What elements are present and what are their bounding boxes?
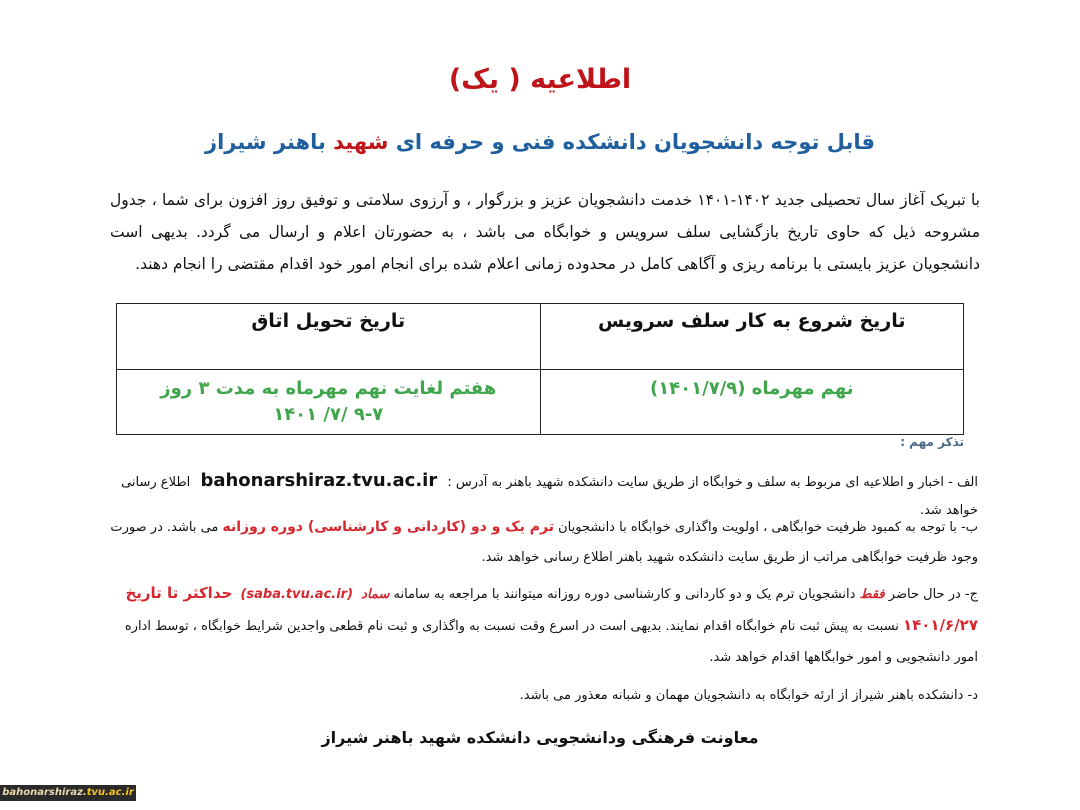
footer-site-badge[interactable] (0, 785, 136, 801)
signature: معاونت فرهنگی ودانشجویی دانشکده شهید باهنر شیراز (321, 728, 759, 747)
table-header-cell (540, 304, 964, 370)
announcement-title: اطلاعیه ( یک) (448, 64, 632, 95)
room-delivery-dates: ۹-۷ /۷/ ۱۴۰۱ (273, 404, 384, 425)
subtitle-highlight: شهید (333, 130, 389, 154)
note-jim-samad: سماد (361, 587, 390, 602)
schedule-table (116, 303, 964, 435)
footer-site-name: bahonarshiraz. (2, 787, 87, 798)
note-jim-text-2: دانشجویان ترم یک و دو کاردانی و کارشناسی دوره روزانه میتوانند با مراجعه به سامانه (393, 587, 856, 602)
table-header-cell (117, 304, 541, 370)
subtitle-text: قابل توجه دانشجویان دانشکده فنی و حرفه ای (395, 130, 875, 154)
header-room-delivery: تاریخ تحویل اتاق (251, 310, 406, 332)
note-dal: د- دانشکده باهنر شیراز از ارئه خوابگاه به دانشجویان مهمان و شبانه معذور می باشد. (519, 688, 978, 703)
note-be-end: می باشد. در صورت وجود ظرفیت خوابگاهی مراتب از طریق سایت دانشکده شهید باهنر اطلاع رسانی خواهد شد. (110, 520, 978, 565)
self-service-date: نهم مهرماه (۱۴۰۱/۷/۹) (649, 378, 854, 399)
note-alef-text: الف - اخبار و اطلاعیه ای مربوط به سلف و خوابگاه از طریق سایت دانشکده شهید باهنر به آدرس : (447, 475, 978, 490)
note-be-text: ب- با توجه به کمبود ظرفیت خوابگاهی ، اولویت واگذاری خوابگاه با دانشجویان (558, 520, 978, 535)
table-row (117, 370, 964, 435)
note-jim-only: فقط (859, 587, 885, 602)
intro-paragraph: با تبریک آغاز سال تحصیلی جدید ۱۴۰۲-۱۴۰۱ خدمت دانشجویان عزیز و بزرگوار ، و آرزوی سلامتی و توفیق روز افزون برای شما ، جدول مشروحه ذیل که حاوی تاریخ بازگشایی سلف سرویس و خوابگاه می باشد ، به حضورتان اعلام و ارسال می گردد. بدیهی است دانشجویان عزیز بایستی با برنامه ریزی و آگاهی کامل در محدوده زمانی اعلام شده برای انجام امور خود اقدام مقتضی را انجام دهند. (110, 191, 980, 273)
table-header-row (117, 304, 964, 370)
room-delivery-range: هفتم لغایت نهم مهرماه به مدت ۳ روز (160, 378, 497, 399)
announcement-subtitle (0, 130, 1080, 154)
footer-site-domain: tvu.ac.ir (86, 787, 134, 798)
note-jim-text: ج- در حال حاضر (888, 587, 978, 602)
table-cell (117, 370, 541, 435)
note-be-highlight: ترم یک و دو (کاردانی و کارشناسی) دوره روزانه (222, 519, 554, 535)
note-jim-deadline: حداکثر تا تاریخ ۱۴۰۱/۶/۲۷ (125, 584, 978, 634)
note-jim (98, 578, 978, 673)
important-note-heading: تذکر مهم : (900, 435, 964, 449)
note-alef-end: اطلاع رسانی خواهد شد. (121, 475, 978, 518)
table-cell (540, 370, 964, 435)
site-url-link[interactable]: bahonarshiraz.tvu.ac.ir (200, 470, 438, 491)
note-be (98, 512, 978, 573)
subtitle-text-end: باهنر شیراز (204, 130, 326, 154)
note-jim-end: نسبت به پیش ثبت نام خوابگاه اقدام نمایند. بدیهی است در اسرع وقت نسبت به واگذاری و ثبت نام قطعی واجدین شرایط خوابگاه ، توسط اداره امور دانشجویی و امور خوابگاهها اقدام خواهد شد. (124, 619, 978, 665)
saba-url-link[interactable]: (saba.tvu.ac.ir) (240, 587, 354, 602)
header-self-service: تاریخ شروع به کار سلف سرویس (597, 310, 906, 332)
